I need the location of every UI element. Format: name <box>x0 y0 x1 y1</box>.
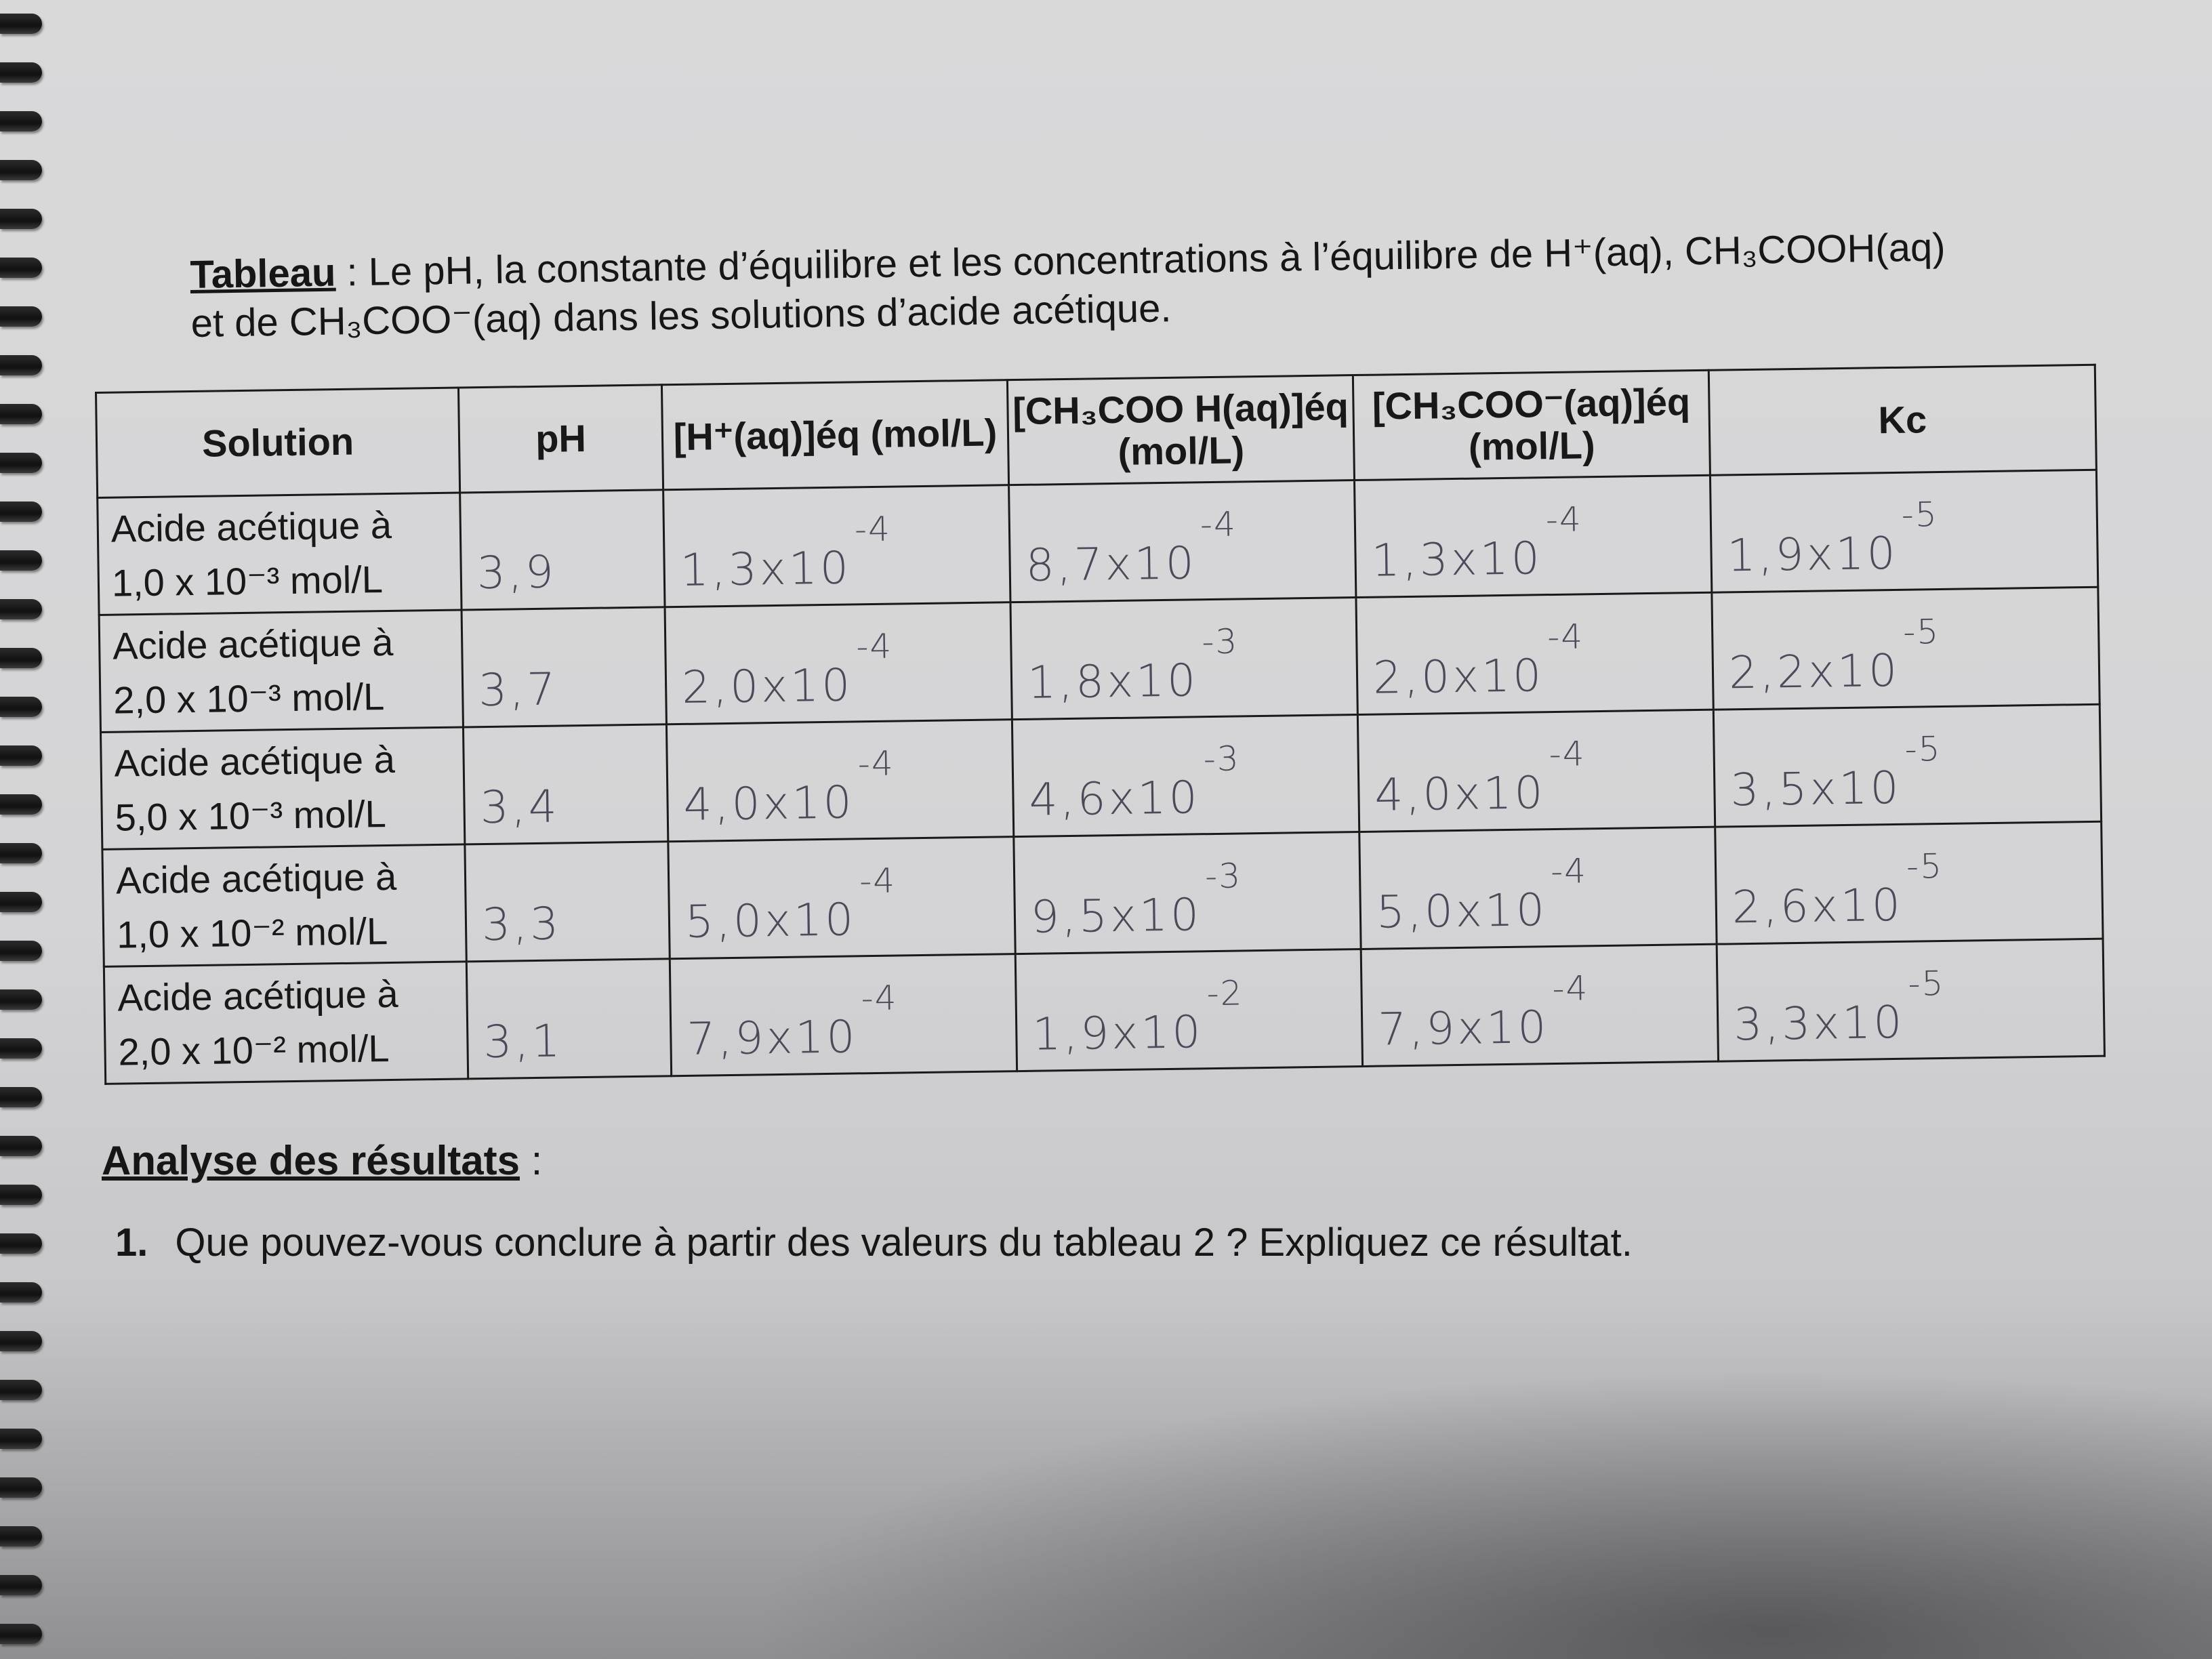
spiral-ring <box>0 1575 42 1595</box>
ch3cooh-exponent: -3 <box>1204 856 1242 897</box>
ch3coo-cell <box>1361 944 1718 1066</box>
ch3coo-mantissa: 5,0x10 <box>1376 884 1548 939</box>
ch3cooh-cell <box>1009 480 1356 602</box>
header-h-concentration: [H⁺(aq)]éq (mol/L) <box>661 380 1008 490</box>
solution-name: Acide acétique à <box>110 503 392 550</box>
hand-shadow <box>745 1369 2212 1659</box>
spiral-ring <box>0 62 42 83</box>
caption-text-1: : Le pH, la constante d’équilibre et les concentrations à l’équilibre de H⁺(aq), CH₃COOH(aq) <box>335 225 1946 295</box>
solution-name: Acide acétique à <box>117 972 398 1019</box>
h-exponent: -4 <box>855 626 893 667</box>
ch3coo-exponent: -4 <box>1550 851 1588 892</box>
results-table-container <box>95 364 2104 1085</box>
solution-cell <box>102 844 466 966</box>
spiral-ring <box>0 14 42 34</box>
solution-concentration: 1,0 x 10⁻² mol/L <box>116 909 388 956</box>
caption-label: Tableau <box>190 250 336 297</box>
spiral-ring <box>0 404 42 424</box>
ch3coo-exponent: -4 <box>1549 734 1586 775</box>
header-kc: Kc <box>1708 365 2096 475</box>
spiral-ring <box>0 111 42 131</box>
kc-cell <box>1713 704 2101 827</box>
spiral-ring <box>0 1282 42 1303</box>
kc-exponent: -5 <box>1901 495 1939 535</box>
header-solution: Solution <box>96 388 460 497</box>
solution-concentration: 1,0 x 10⁻³ mol/L <box>111 558 384 605</box>
ch3coo-cell <box>1357 710 1715 832</box>
spiral-ring <box>0 1526 42 1547</box>
spiral-ring <box>0 501 42 522</box>
ch3cooh-mantissa: 1,8x10 <box>1027 654 1199 709</box>
solution-concentration: 2,0 x 10⁻³ mol/L <box>112 675 385 722</box>
ch3coo-mantissa: 1,3x10 <box>1371 532 1543 587</box>
spiral-ring <box>0 1038 42 1059</box>
h-exponent: -4 <box>859 861 897 901</box>
header-ph: pH <box>458 385 663 493</box>
solution-name: Acide acétique à <box>112 620 394 668</box>
kc-exponent: -5 <box>1904 729 1942 769</box>
spiral-ring <box>0 160 42 180</box>
h-exponent: -4 <box>857 743 895 784</box>
spiral-ring <box>0 697 42 717</box>
ph-cell: 3,3 <box>465 842 670 962</box>
ch3cooh-exponent: -3 <box>1201 621 1239 662</box>
spiral-ring <box>0 1185 42 1205</box>
ch3coo-exponent: -4 <box>1552 968 1589 1009</box>
kc-cell <box>1710 470 2097 592</box>
kc-exponent: -5 <box>1902 612 1940 652</box>
h-mantissa: 1,3x10 <box>680 541 852 596</box>
h-mantissa: 4,0x10 <box>683 776 855 831</box>
ch3cooh-mantissa: 9,5x10 <box>1030 888 1202 943</box>
solution-name: Acide acétique à <box>115 855 397 902</box>
caption-line-2: et de CH₃COO⁻(aq) dans les solutions d’acide acétique. <box>190 286 1172 346</box>
spiral-ring <box>0 892 42 912</box>
spiral-ring <box>0 209 42 229</box>
ch3coo-exponent: -4 <box>1547 617 1584 657</box>
ch3cooh-cell <box>1012 715 1359 837</box>
solution-concentration: 2,0 x 10⁻² mol/L <box>118 1027 390 1073</box>
kc-mantissa: 3,5x10 <box>1729 761 1902 817</box>
ch3coo-cell <box>1355 475 1712 597</box>
spiral-binding <box>0 0 47 1659</box>
h-cell <box>663 485 1010 607</box>
ph-cell: 3,1 <box>466 959 671 1079</box>
spiral-ring <box>0 745 42 766</box>
ch3cooh-mantissa: 1,9x10 <box>1031 1006 1204 1061</box>
spiral-ring <box>0 1624 42 1644</box>
h-mantissa: 2,0x10 <box>681 659 853 714</box>
kc-cell <box>1717 939 2104 1061</box>
h-cell <box>670 954 1017 1076</box>
kc-cell <box>1715 821 2103 944</box>
ch3cooh-exponent: -4 <box>1200 504 1237 545</box>
solution-concentration: 5,0 x 10⁻³ mol/L <box>115 792 387 839</box>
kc-mantissa: 2,2x10 <box>1728 644 1900 699</box>
kc-exponent: -5 <box>1908 963 1945 1004</box>
header-ch3cooh-concentration: [CH₃COO H(aq)]éq (mol/L) <box>1007 375 1354 485</box>
ch3coo-mantissa: 2,0x10 <box>1372 649 1544 704</box>
analysis-heading <box>102 1137 542 1184</box>
ch3coo-mantissa: 4,0x10 <box>1374 766 1547 821</box>
results-table <box>95 364 2106 1085</box>
spiral-ring <box>0 1477 42 1498</box>
h-cell <box>665 602 1012 724</box>
spiral-ring <box>0 453 42 473</box>
solution-cell <box>98 493 462 615</box>
ph-cell: 3,9 <box>460 490 665 610</box>
kc-exponent: -5 <box>1906 846 1944 886</box>
spiral-ring <box>0 1136 42 1156</box>
ch3cooh-cell <box>1010 598 1357 720</box>
spiral-ring <box>0 989 42 1010</box>
ch3coo-mantissa: 7,9x10 <box>1377 1001 1549 1056</box>
spiral-ring <box>0 306 42 327</box>
spiral-ring <box>0 1087 42 1107</box>
spiral-ring <box>0 258 42 278</box>
spiral-ring <box>0 794 42 815</box>
h-mantissa: 5,0x10 <box>684 893 857 948</box>
kc-mantissa: 3,3x10 <box>1733 996 1905 1051</box>
spiral-ring <box>0 355 42 375</box>
spiral-ring <box>0 599 42 619</box>
solution-cell <box>101 727 465 849</box>
kc-cell <box>1712 587 2100 710</box>
ch3coo-cell <box>1356 592 1713 714</box>
question-text: Que pouvez-vous conclure à partir des valeurs du tableau 2 ? Expliquez ce résultat. <box>175 1221 1633 1265</box>
spiral-ring <box>0 843 42 863</box>
solution-cell <box>104 962 468 1084</box>
ch3cooh-exponent: -3 <box>1203 739 1241 779</box>
ch3cooh-mantissa: 8,7x10 <box>1025 537 1197 592</box>
spiral-ring <box>0 1331 42 1351</box>
h-cell <box>666 720 1013 842</box>
solution-cell <box>99 610 463 732</box>
spiral-ring <box>0 648 42 668</box>
ch3coo-exponent: -4 <box>1545 499 1583 540</box>
spiral-ring <box>0 941 42 961</box>
solution-name: Acide acétique à <box>114 737 396 785</box>
ph-cell: 3,4 <box>463 724 668 844</box>
ph-cell: 3,7 <box>462 607 666 727</box>
h-exponent: -4 <box>854 509 892 550</box>
spiral-ring <box>0 1233 42 1254</box>
kc-mantissa: 2,6x10 <box>1732 878 1904 934</box>
question-number: 1. <box>115 1221 148 1265</box>
question-1 <box>115 1220 1633 1265</box>
spiral-ring <box>0 1429 42 1449</box>
spiral-ring <box>0 1380 42 1400</box>
spiral-ring <box>0 550 42 571</box>
h-exponent: -4 <box>861 978 898 1019</box>
analysis-title: Analyse des résultats <box>102 1138 520 1183</box>
h-mantissa: 7,9x10 <box>686 1010 858 1065</box>
kc-mantissa: 1,9x10 <box>1727 527 1899 582</box>
ch3cooh-cell <box>1015 949 1362 1071</box>
header-ch3coo-concentration: [CH₃COO⁻(aq)]éq (mol/L) <box>1353 370 1710 480</box>
h-cell <box>668 837 1015 959</box>
ch3cooh-mantissa: 4,6x10 <box>1029 771 1201 826</box>
ch3cooh-exponent: -2 <box>1206 973 1244 1014</box>
analysis-colon: : <box>519 1138 543 1183</box>
ch3cooh-cell <box>1014 832 1361 954</box>
ch3coo-cell <box>1359 827 1717 949</box>
